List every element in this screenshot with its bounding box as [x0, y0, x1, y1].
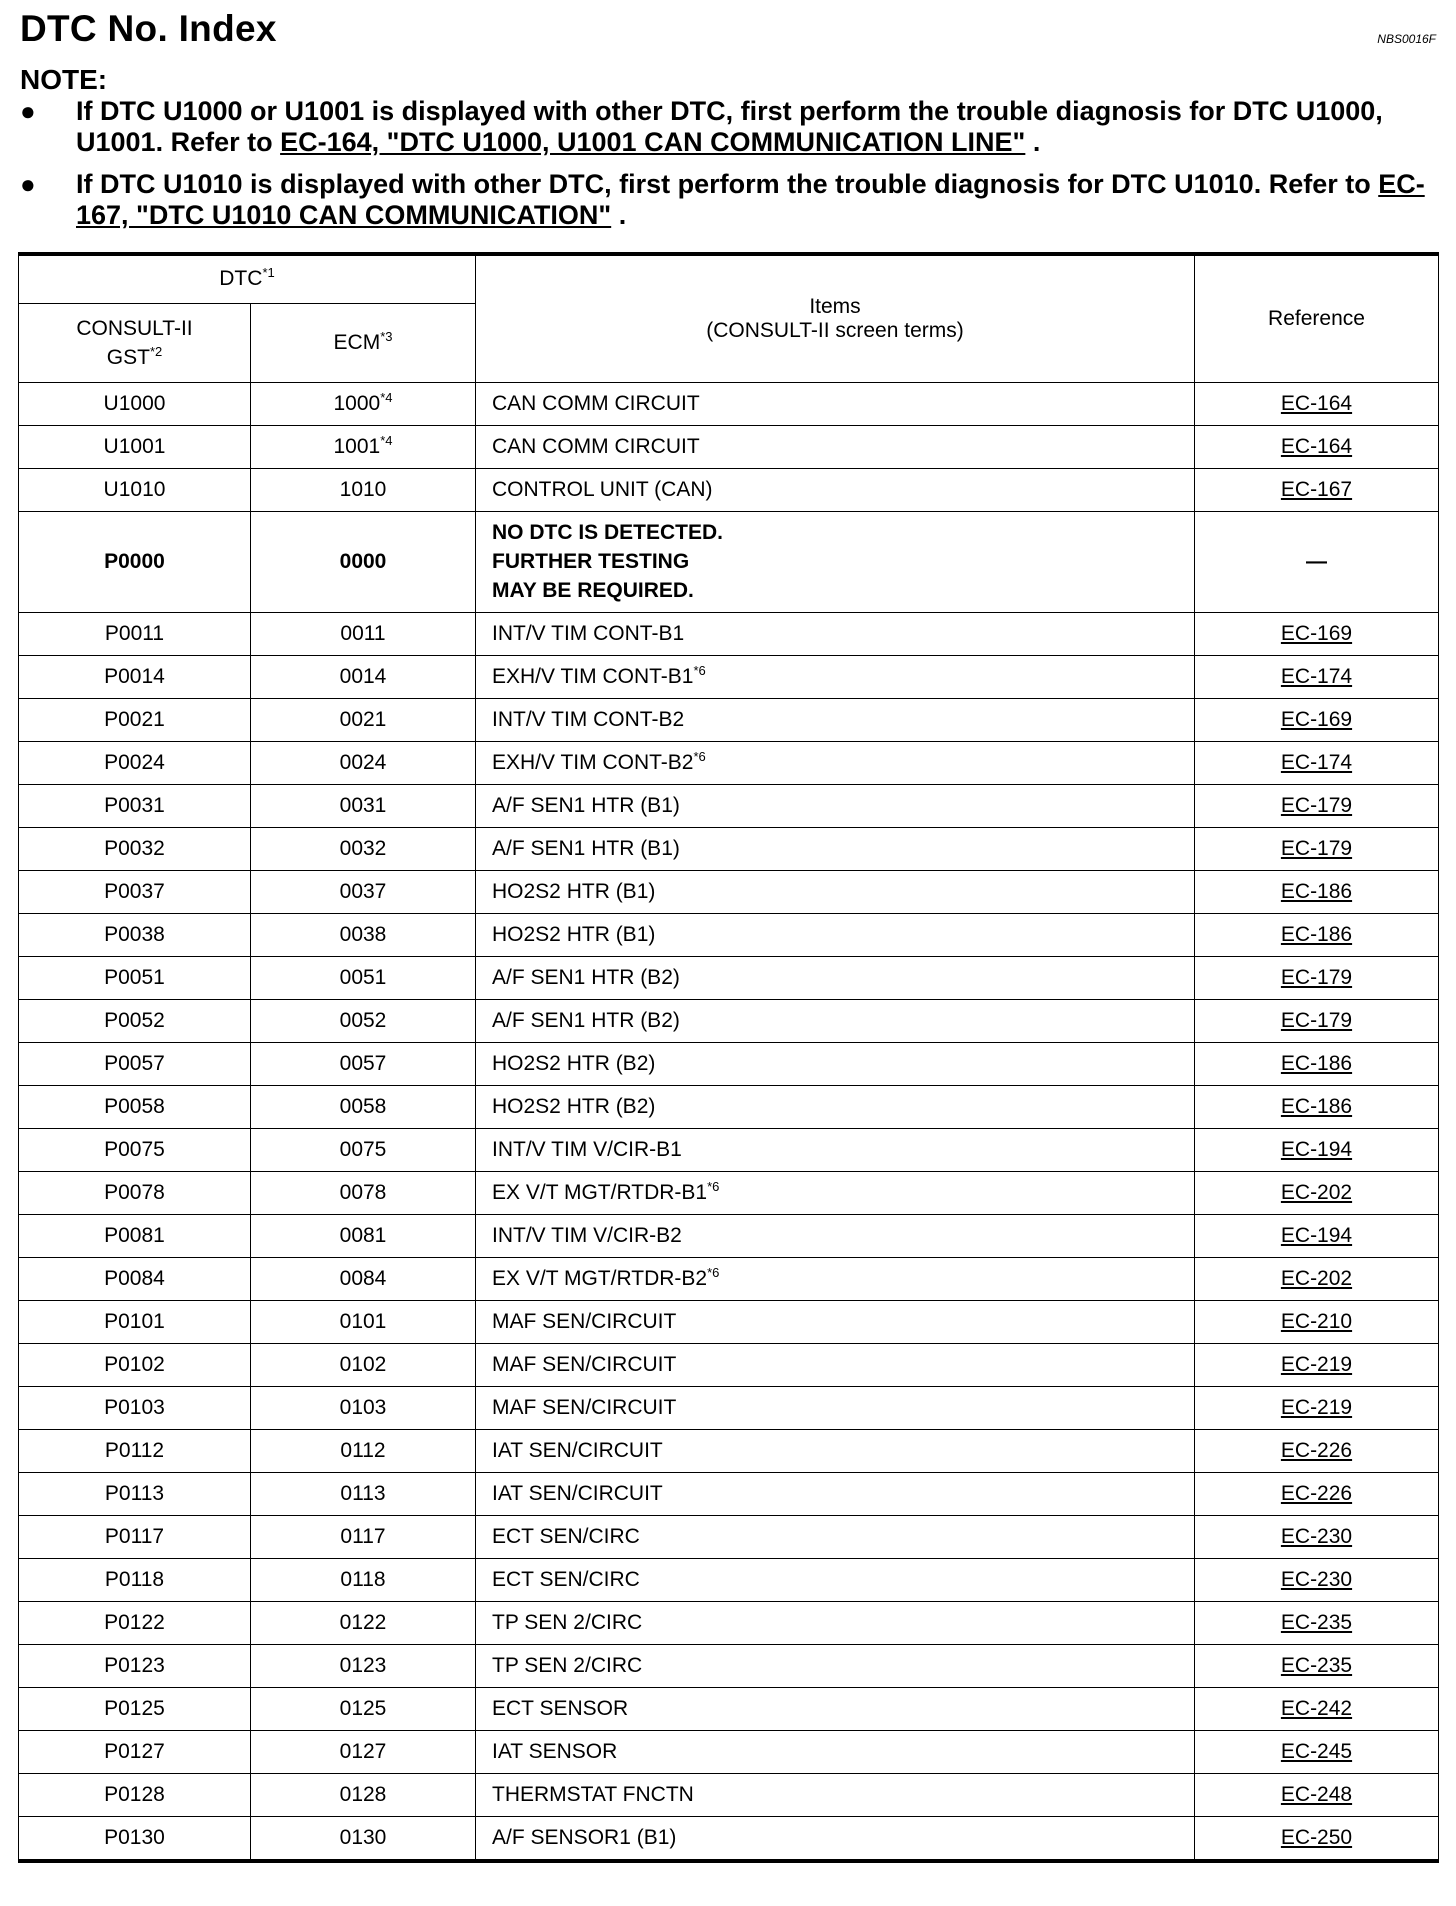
- ecm-cell: 0037: [251, 870, 476, 913]
- ecm-cell: 0014: [251, 655, 476, 698]
- table-header: [19, 254, 1439, 382]
- table-row: [19, 1171, 1439, 1214]
- table-row: [19, 1644, 1439, 1687]
- reference-cell[interactable]: [1195, 1343, 1439, 1386]
- table-row: [19, 1429, 1439, 1472]
- consult-gst-cell: P0103: [19, 1386, 251, 1429]
- reference-cell[interactable]: [1195, 1085, 1439, 1128]
- table-row: [19, 468, 1439, 511]
- consult-gst-cell: P0058: [19, 1085, 251, 1128]
- dtc-table: [18, 252, 1439, 1863]
- table-row: [19, 1257, 1439, 1300]
- item-cell: INT/V TIM CONT-B2: [476, 698, 1195, 741]
- item-cell: HO2S2 HTR (B1): [476, 913, 1195, 956]
- reference-link[interactable]: EC-226: [1280, 1438, 1353, 1462]
- consult-gst-cell: P0125: [19, 1687, 251, 1730]
- bullet-icon: ●: [20, 169, 36, 199]
- reference-cell[interactable]: [1195, 1558, 1439, 1601]
- page-title: DTC No. Index: [20, 8, 277, 49]
- ecm-cell: 0125: [251, 1687, 476, 1730]
- table-row: [19, 1343, 1439, 1386]
- consult-gst-cell: P0084: [19, 1257, 251, 1300]
- ecm-cell: 0051: [251, 956, 476, 999]
- reference-cell[interactable]: [1195, 1128, 1439, 1171]
- document-code: NBS0016F: [1377, 32, 1436, 46]
- consult-gst-cell: P0051: [19, 956, 251, 999]
- consult-gst-cell: U1010: [19, 468, 251, 511]
- note-suffix: .: [1025, 127, 1041, 157]
- ecm-cell: 0122: [251, 1601, 476, 1644]
- ecm-cell: 0032: [251, 827, 476, 870]
- reference-cell[interactable]: [1195, 612, 1439, 655]
- reference-cell: [1195, 511, 1439, 612]
- reference-cell[interactable]: [1195, 1429, 1439, 1472]
- table-row: [19, 784, 1439, 827]
- table-row: [19, 956, 1439, 999]
- item-cell: A/F SEN1 HTR (B2): [476, 999, 1195, 1042]
- consult-gst-cell: P0112: [19, 1429, 251, 1472]
- consult-gst-cell: P0101: [19, 1300, 251, 1343]
- ecm-cell: 0075: [251, 1128, 476, 1171]
- table-row: [19, 1687, 1439, 1730]
- ecm-cell: 0057: [251, 1042, 476, 1085]
- reference-link[interactable]: EC-164: [1280, 434, 1353, 458]
- item-cell: A/F SEN1 HTR (B1): [476, 784, 1195, 827]
- consult-gst-cell: P0130: [19, 1816, 251, 1861]
- reference-link[interactable]: EC-250: [1280, 1825, 1353, 1849]
- consult-gst-cell: P0057: [19, 1042, 251, 1085]
- reference-link[interactable]: EC-174: [1280, 750, 1353, 774]
- item-cell: NO DTC IS DETECTED. FURTHER TESTING MAY BE REQUIRED.: [476, 511, 1195, 612]
- item-cell: CAN COMM CIRCUIT: [476, 382, 1195, 425]
- consult-gst-cell: P0052: [19, 999, 251, 1042]
- ecm-cell: 0058: [251, 1085, 476, 1128]
- consult-gst-cell: P0127: [19, 1730, 251, 1773]
- reference-link[interactable]: EC-179: [1280, 836, 1353, 860]
- reference-none: —: [1306, 549, 1327, 573]
- ecm-cell: 0117: [251, 1515, 476, 1558]
- item-cell: ECT SENSOR: [476, 1687, 1195, 1730]
- reference-link[interactable]: EC-179: [1280, 965, 1353, 989]
- consult-gst-cell: P0000: [19, 511, 251, 612]
- reference-cell[interactable]: [1195, 913, 1439, 956]
- reference-link[interactable]: EC-248: [1280, 1782, 1353, 1806]
- header-reference: Reference: [1195, 254, 1439, 382]
- reference-link[interactable]: EC-179: [1280, 793, 1353, 817]
- reference-cell[interactable]: [1195, 425, 1439, 468]
- item-cell: A/F SENSOR1 (B1): [476, 1816, 1195, 1861]
- item-cell: IAT SEN/CIRCUIT: [476, 1472, 1195, 1515]
- table-row: [19, 655, 1439, 698]
- ecm-cell: 0123: [251, 1644, 476, 1687]
- consult-gst-cell: P0123: [19, 1644, 251, 1687]
- table-row: [19, 698, 1439, 741]
- table-row: [19, 870, 1439, 913]
- item-cell: ECT SEN/CIRC: [476, 1558, 1195, 1601]
- consult-gst-cell: P0032: [19, 827, 251, 870]
- consult-gst-cell: U1001: [19, 425, 251, 468]
- ecm-cell: 1000$^{*4}$: [251, 382, 476, 425]
- reference-link[interactable]: EC-194: [1280, 1137, 1353, 1161]
- consult-gst-cell: P0024: [19, 741, 251, 784]
- page-header: [20, 8, 1436, 54]
- table-row: [19, 1816, 1439, 1861]
- table-row: [19, 1214, 1439, 1257]
- bullet-icon: ●: [20, 96, 36, 126]
- reference-link[interactable]: EC-169: [1280, 707, 1353, 731]
- ecm-cell: 0130: [251, 1816, 476, 1861]
- consult-gst-cell: P0021: [19, 698, 251, 741]
- reference-link[interactable]: EC-235: [1280, 1610, 1353, 1634]
- reference-cell[interactable]: [1195, 741, 1439, 784]
- ecm-cell: 0081: [251, 1214, 476, 1257]
- consult-gst-cell: P0081: [19, 1214, 251, 1257]
- item-cell: THERMSTAT FNCTN: [476, 1773, 1195, 1816]
- ecm-cell: 0112: [251, 1429, 476, 1472]
- table-row: [19, 741, 1439, 784]
- reference-link[interactable]: EC-210: [1280, 1309, 1353, 1333]
- table-row: [19, 1601, 1439, 1644]
- reference-link[interactable]: EC-235: [1280, 1653, 1353, 1677]
- ecm-cell: 0102: [251, 1343, 476, 1386]
- reference-cell[interactable]: [1195, 827, 1439, 870]
- reference-cell[interactable]: [1195, 1687, 1439, 1730]
- reference-cell[interactable]: [1195, 1816, 1439, 1861]
- header-items: Items (CONSULT-II screen terms): [476, 254, 1195, 382]
- ecm-cell: 0128: [251, 1773, 476, 1816]
- ecm-cell: 0031: [251, 784, 476, 827]
- reference-cell[interactable]: [1195, 1042, 1439, 1085]
- consult-gst-cell: P0078: [19, 1171, 251, 1214]
- item-cell: MAF SEN/CIRCUIT: [476, 1300, 1195, 1343]
- reference-cell[interactable]: [1195, 1730, 1439, 1773]
- reference-link[interactable]: EC-219: [1280, 1352, 1353, 1376]
- reference-cell[interactable]: [1195, 468, 1439, 511]
- item-cell: HO2S2 HTR (B1): [476, 870, 1195, 913]
- reference-link[interactable]: EC-167: [1280, 477, 1353, 501]
- table-row: [19, 827, 1439, 870]
- ecm-cell: 0118: [251, 1558, 476, 1601]
- ecm-cell: 0038: [251, 913, 476, 956]
- item-cell: TP SEN 2/CIRC: [476, 1644, 1195, 1687]
- item-cell: MAF SEN/CIRCUIT: [476, 1386, 1195, 1429]
- reference-cell[interactable]: [1195, 1515, 1439, 1558]
- item-cell: A/F SEN1 HTR (B2): [476, 956, 1195, 999]
- ecm-cell: 0011: [251, 612, 476, 655]
- table-row: [19, 511, 1439, 612]
- note-list: [20, 96, 1436, 242]
- consult-gst-cell: P0122: [19, 1601, 251, 1644]
- ecm-cell: 0127: [251, 1730, 476, 1773]
- table-row: [19, 999, 1439, 1042]
- reference-link[interactable]: EC-164, "DTC U1000, U1001 CAN COMMUNICATION LINE": [280, 127, 1026, 157]
- item-cell: EXH/V TIM CONT-B1$^{*6}$: [476, 655, 1195, 698]
- reference-link[interactable]: EC-242: [1280, 1696, 1353, 1720]
- reference-cell[interactable]: [1195, 1171, 1439, 1214]
- item-cell: ECT SEN/CIRC: [476, 1515, 1195, 1558]
- note-item: [20, 169, 1436, 231]
- table-row: [19, 1300, 1439, 1343]
- reference-link[interactable]: EC-202: [1280, 1180, 1353, 1204]
- consult-gst-cell: P0117: [19, 1515, 251, 1558]
- ecm-cell: 0101: [251, 1300, 476, 1343]
- ecm-cell: 0103: [251, 1386, 476, 1429]
- reference-cell[interactable]: [1195, 1644, 1439, 1687]
- ecm-cell: 0052: [251, 999, 476, 1042]
- header-consult-gst: CONSULT-II GST$^{*2}$: [19, 303, 251, 382]
- item-cell: INT/V TIM CONT-B1: [476, 612, 1195, 655]
- table-row: [19, 612, 1439, 655]
- consult-gst-cell: P0075: [19, 1128, 251, 1171]
- item-cell: IAT SENSOR: [476, 1730, 1195, 1773]
- ecm-cell: 0084: [251, 1257, 476, 1300]
- reference-link[interactable]: EC-186: [1280, 879, 1353, 903]
- reference-cell[interactable]: [1195, 999, 1439, 1042]
- item-cell: INT/V TIM V/CIR-B1: [476, 1128, 1195, 1171]
- consult-gst-cell: P0031: [19, 784, 251, 827]
- header-dtc: DTC$^{*1}$: [19, 254, 476, 303]
- reference-link[interactable]: EC-186: [1280, 922, 1353, 946]
- note-item: [20, 96, 1436, 158]
- consult-gst-cell: P0102: [19, 1343, 251, 1386]
- reference-link[interactable]: EC-174: [1280, 664, 1353, 688]
- reference-cell[interactable]: [1195, 1300, 1439, 1343]
- table-row: [19, 1386, 1439, 1429]
- reference-link[interactable]: EC-226: [1280, 1481, 1353, 1505]
- item-cell: INT/V TIM V/CIR-B2: [476, 1214, 1195, 1257]
- item-cell: HO2S2 HTR (B2): [476, 1042, 1195, 1085]
- note-text: If DTC U1010 is displayed with other DTC, first perform the trouble diagnosis for DTC U1010. Refer to: [76, 169, 1379, 199]
- reference-link[interactable]: EC-230: [1280, 1567, 1353, 1591]
- ecm-cell: 0113: [251, 1472, 476, 1515]
- table-row: [19, 1042, 1439, 1085]
- consult-gst-cell: P0113: [19, 1472, 251, 1515]
- reference-cell[interactable]: [1195, 655, 1439, 698]
- reference-link[interactable]: EC-186: [1280, 1094, 1353, 1118]
- reference-link[interactable]: EC-245: [1280, 1739, 1353, 1763]
- item-cell: A/F SEN1 HTR (B1): [476, 827, 1195, 870]
- table-row: [19, 1773, 1439, 1816]
- reference-link[interactable]: EC-219: [1280, 1395, 1353, 1419]
- consult-gst-cell: P0014: [19, 655, 251, 698]
- table-row: [19, 1730, 1439, 1773]
- reference-cell[interactable]: [1195, 1472, 1439, 1515]
- note-suffix: .: [611, 200, 627, 230]
- consult-gst-cell: U1000: [19, 382, 251, 425]
- item-cell: EX V/T MGT/RTDR-B2$^{*6}$: [476, 1257, 1195, 1300]
- reference-cell[interactable]: [1195, 1214, 1439, 1257]
- ecm-cell: 0078: [251, 1171, 476, 1214]
- item-cell: IAT SEN/CIRCUIT: [476, 1429, 1195, 1472]
- consult-gst-cell: P0118: [19, 1558, 251, 1601]
- item-cell: EXH/V TIM CONT-B2$^{*6}$: [476, 741, 1195, 784]
- item-cell: CAN COMM CIRCUIT: [476, 425, 1195, 468]
- note-text: If DTC U1000 or U1001 is displayed with other DTC, first perform the trouble diagnosis for DTC U1000, U1001. Refer to: [76, 96, 1383, 157]
- reference-link[interactable]: EC-164: [1280, 391, 1353, 415]
- item-cell: EX V/T MGT/RTDR-B1$^{*6}$: [476, 1171, 1195, 1214]
- consult-gst-cell: P0128: [19, 1773, 251, 1816]
- reference-link[interactable]: EC-230: [1280, 1524, 1353, 1548]
- reference-link[interactable]: EC-186: [1280, 1051, 1353, 1075]
- note-label: NOTE:: [20, 64, 108, 95]
- ecm-cell: 0024: [251, 741, 476, 784]
- table-row: [19, 1085, 1439, 1128]
- table-row: [19, 382, 1439, 425]
- reference-cell[interactable]: [1195, 382, 1439, 425]
- ecm-cell: 0000: [251, 511, 476, 612]
- ecm-cell: 0021: [251, 698, 476, 741]
- reference-cell[interactable]: [1195, 1773, 1439, 1816]
- reference-link[interactable]: EC-169: [1280, 621, 1353, 645]
- reference-cell[interactable]: [1195, 698, 1439, 741]
- reference-cell[interactable]: [1195, 956, 1439, 999]
- reference-cell[interactable]: [1195, 1386, 1439, 1429]
- item-cell: MAF SEN/CIRCUIT: [476, 1343, 1195, 1386]
- ecm-cell: 1001$^{*4}$: [251, 425, 476, 468]
- reference-link[interactable]: EC-194: [1280, 1223, 1353, 1247]
- ecm-cell: 1010: [251, 468, 476, 511]
- consult-gst-cell: P0037: [19, 870, 251, 913]
- table-row: [19, 1515, 1439, 1558]
- table-row: [19, 1558, 1439, 1601]
- reference-link[interactable]: EC-167, "DTC U1010 CAN COMMUNICATION": [76, 169, 1425, 230]
- table-row: [19, 1472, 1439, 1515]
- reference-cell[interactable]: [1195, 1257, 1439, 1300]
- reference-link[interactable]: EC-202: [1280, 1266, 1353, 1290]
- item-cell: TP SEN 2/CIRC: [476, 1601, 1195, 1644]
- item-cell: CONTROL UNIT (CAN): [476, 468, 1195, 511]
- reference-cell[interactable]: [1195, 784, 1439, 827]
- reference-cell[interactable]: [1195, 1601, 1439, 1644]
- consult-gst-cell: P0011: [19, 612, 251, 655]
- table-body: [19, 382, 1439, 1861]
- consult-gst-cell: P0038: [19, 913, 251, 956]
- table-row: [19, 913, 1439, 956]
- table-row: [19, 1128, 1439, 1171]
- header-ecm: ECM$^{*3}$: [251, 303, 476, 382]
- item-cell: HO2S2 HTR (B2): [476, 1085, 1195, 1128]
- reference-link[interactable]: EC-179: [1280, 1008, 1353, 1032]
- table-row: [19, 425, 1439, 468]
- reference-cell[interactable]: [1195, 870, 1439, 913]
